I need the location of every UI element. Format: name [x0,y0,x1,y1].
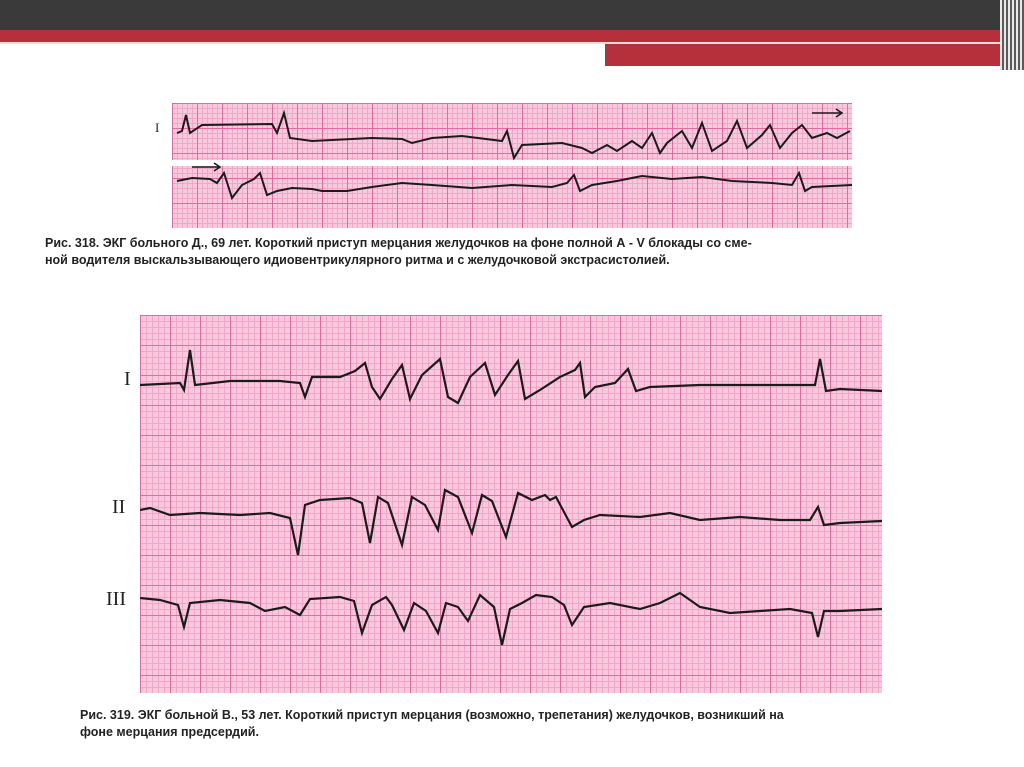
fig319-caption [80,707,784,741]
fig319-lead-label-iii: III [106,588,126,610]
slide-corner-decoration [1000,0,1024,70]
ecg-trace-fig318 [172,103,852,228]
fig318-caption-line-2: ной водителя выскальзывающего идиовентрикулярного ритма и с желудочковой экстрасистолией. [45,253,670,267]
fig318-lead-label-i: I [155,120,160,135]
fig318-caption-line-1: Рис. 318. ЭКГ больного Д., 69 лет. Короткий приступ мерцания желудочков на фоне полной А - V блокады со сме- [45,236,752,250]
fig318-caption [45,235,752,269]
fig319-caption-line-2: фоне мерцания предсердий. [80,725,259,739]
fig319-lead-label-ii: II [112,496,126,518]
ecg-trace-fig319 [140,315,882,693]
fig319-lead-label-i: I [124,368,131,390]
slide-top-bar [0,0,1024,30]
fig319-caption-line-1: Рис. 319. ЭКГ больной В., 53 лет. Короткий приступ мерцания (возможно, трепетания) желудочков, возникший на [80,708,784,722]
slide-red-band-right [605,44,1024,66]
